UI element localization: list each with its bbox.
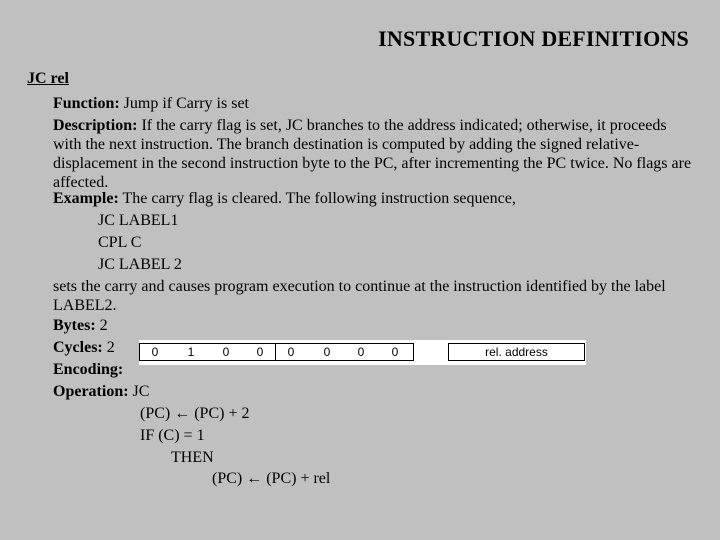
encoding-bit: 0 <box>151 345 159 359</box>
description-label: Description: <box>53 117 138 134</box>
operation-line: THEN <box>171 449 214 466</box>
encoding-bit: 1 <box>187 345 195 359</box>
function-label: Function: <box>53 95 120 112</box>
operation-line: IF (C) = 1 <box>140 427 205 444</box>
opcode-low-nibble-box <box>276 343 414 361</box>
operation-line: (PC) ← (PC) + 2 <box>140 405 250 422</box>
encoding-bit: 0 <box>391 345 399 359</box>
rel-address-box <box>448 343 585 361</box>
operation-row <box>53 382 149 401</box>
rel-address-label: rel. address <box>485 345 548 359</box>
slide-title: INSTRUCTION DEFINITIONS <box>378 26 689 51</box>
description-row <box>53 116 693 192</box>
operation-label: Operation: <box>53 383 129 400</box>
opcode-high-nibble-box <box>139 343 276 361</box>
function-row <box>53 94 249 113</box>
encoding-bit: 0 <box>287 345 295 359</box>
example-row <box>53 189 516 208</box>
encoding-bit: 0 <box>256 345 264 359</box>
code-line: JC LABEL1 <box>98 212 179 229</box>
operation-mnemonic: JC <box>128 383 150 400</box>
cycles-label: Cycles: <box>53 339 103 356</box>
encoding-bit: 0 <box>357 345 365 359</box>
encoding-label: Encoding: <box>53 361 124 378</box>
encoding-bit: 0 <box>222 345 230 359</box>
code-line: JC LABEL 2 <box>98 256 182 273</box>
instruction-heading: JC rel <box>27 70 69 87</box>
encoding-diagram <box>139 340 586 365</box>
example-after-text: sets the carry and causes program execution to continue at the instruction identified by the label LABEL2. <box>53 278 666 314</box>
example-label: Example: <box>53 190 119 207</box>
operation-line: (PC) ← (PC) + rel <box>212 470 331 487</box>
encoding-bit: 0 <box>323 345 331 359</box>
bytes-row <box>53 316 108 335</box>
bytes-label: Bytes: <box>53 317 96 334</box>
cycles-value: 2 <box>102 339 115 356</box>
description-text: If the carry flag is set, JC branches to the address indicated; otherwise, it proceeds with the next instruction. The branch destination is computed by adding the signed relative-displacement in the second instruction byte to the PC, after incrementing the PC twice. No flags are affected. <box>53 117 692 191</box>
function-text: Jump if Carry is set <box>119 95 249 112</box>
cycles-row <box>53 338 115 357</box>
bytes-value: 2 <box>95 317 108 334</box>
encoding-row <box>53 360 123 379</box>
code-line: CPL C <box>98 234 142 251</box>
example-text: The carry flag is cleared. The following instruction sequence, <box>118 190 516 207</box>
